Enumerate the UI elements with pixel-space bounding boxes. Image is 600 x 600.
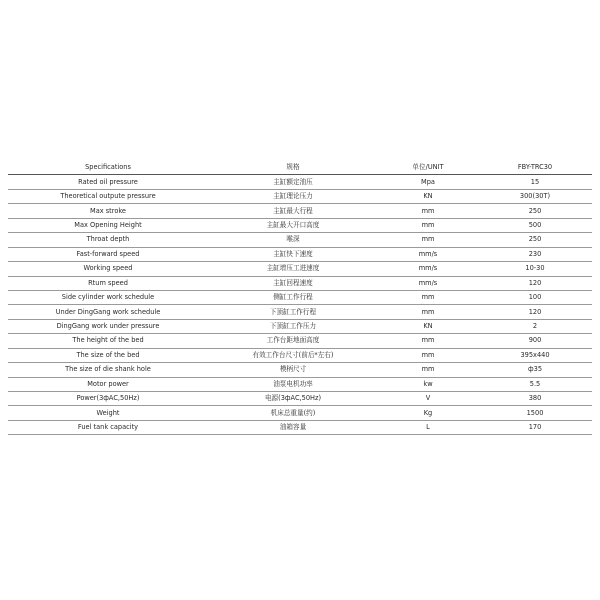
spec-name-cell: Rated oil pressure [8, 175, 208, 189]
value-cell: 300(30T) [478, 189, 592, 203]
table-row [8, 377, 592, 391]
spec-name-cn-cell: 工作台距地面高度 [208, 334, 378, 348]
table-row [8, 204, 592, 218]
spec-name-cn-cell: 机床总重量(约) [208, 406, 378, 420]
unit-cell: Kg [378, 406, 478, 420]
table-row [8, 218, 592, 232]
spec-name-cn-cell: 主缸理论压力 [208, 189, 378, 203]
unit-cell: kw [378, 377, 478, 391]
unit-cell: mm [378, 348, 478, 362]
table-row [8, 305, 592, 319]
value-cell: 120 [478, 276, 592, 290]
table-row [8, 319, 592, 333]
unit-cell: mm [378, 233, 478, 247]
unit-cell: mm [378, 363, 478, 377]
spec-name-cn-cell: 下顶缸工作压力 [208, 319, 378, 333]
unit-cell: mm [378, 305, 478, 319]
value-cell: 900 [478, 334, 592, 348]
spec-name-cell: The height of the bed [8, 334, 208, 348]
spec-name-cell: The size of the bed [8, 348, 208, 362]
unit-cell: mm [378, 290, 478, 304]
table-row [8, 189, 592, 203]
table-row [8, 276, 592, 290]
header-specifications: Specifications [8, 161, 208, 175]
table-header [8, 161, 592, 175]
table-row [8, 334, 592, 348]
value-cell: 380 [478, 392, 592, 406]
value-cell: 5.5 [478, 377, 592, 391]
value-cell: 250 [478, 233, 592, 247]
unit-cell: mm [378, 218, 478, 232]
table-row [8, 290, 592, 304]
spec-name-cn-cell: 有效工作台尺寸(前后*左右) [208, 348, 378, 362]
value-cell: 395x440 [478, 348, 592, 362]
spec-name-cell: Weight [8, 406, 208, 420]
value-cell: 10-30 [478, 262, 592, 276]
spec-name-cell: Power(3фAC,50Hz) [8, 392, 208, 406]
value-cell: 500 [478, 218, 592, 232]
header-specifications-cn: 规格 [208, 161, 378, 175]
spec-name-cell: Fuel tank capacity [8, 420, 208, 434]
table-row [8, 262, 592, 276]
unit-cell: mm [378, 334, 478, 348]
table-row [8, 406, 592, 420]
table-row [8, 392, 592, 406]
unit-cell: mm/s [378, 276, 478, 290]
header-model: FBY-TRC30 [478, 161, 592, 175]
unit-cell: L [378, 420, 478, 434]
unit-cell: mm/s [378, 247, 478, 261]
header-unit: 单位/UNIT [378, 161, 478, 175]
spec-name-cn-cell: 油泵电机功率 [208, 377, 378, 391]
spec-name-cell: Rtum speed [8, 276, 208, 290]
value-cell: 230 [478, 247, 592, 261]
spec-name-cn-cell: 油箱容量 [208, 420, 378, 434]
table-row [8, 363, 592, 377]
spec-name-cell: Working speed [8, 262, 208, 276]
value-cell: 250 [478, 204, 592, 218]
header-row [8, 161, 592, 175]
unit-cell: KN [378, 319, 478, 333]
spec-name-cn-cell: 模柄尺寸 [208, 363, 378, 377]
spec-name-cn-cell: 主缸回程速度 [208, 276, 378, 290]
spec-name-cell: Max Opening Height [8, 218, 208, 232]
value-cell: ф35 [478, 363, 592, 377]
spec-name-cn-cell: 主缸增压工进速度 [208, 262, 378, 276]
value-cell: 2 [478, 319, 592, 333]
spec-name-cell: DingGang work under pressure [8, 319, 208, 333]
unit-cell: mm [378, 204, 478, 218]
table-row [8, 348, 592, 362]
specifications-table [8, 161, 592, 435]
value-cell: 120 [478, 305, 592, 319]
spec-name-cell: Fast-forward speed [8, 247, 208, 261]
value-cell: 15 [478, 175, 592, 189]
spec-name-cn-cell: 主缸额定油压 [208, 175, 378, 189]
table-row [8, 247, 592, 261]
spec-name-cell: Motor power [8, 377, 208, 391]
table-body [8, 175, 592, 435]
spec-name-cell: Throat depth [8, 233, 208, 247]
table-row [8, 420, 592, 434]
spec-name-cell: The size of die shank hole [8, 363, 208, 377]
spec-name-cn-cell: 主缸最大开口高度 [208, 218, 378, 232]
value-cell: 1500 [478, 406, 592, 420]
table-row [8, 175, 592, 189]
unit-cell: KN [378, 189, 478, 203]
unit-cell: Mpa [378, 175, 478, 189]
spec-name-cn-cell: 主缸快下速度 [208, 247, 378, 261]
spec-name-cell: Under DingGang work schedule [8, 305, 208, 319]
spec-name-cn-cell: 喉深 [208, 233, 378, 247]
spec-name-cn-cell: 电源(3фAC,50Hz) [208, 392, 378, 406]
value-cell: 100 [478, 290, 592, 304]
spec-name-cell: Max stroke [8, 204, 208, 218]
spec-name-cn-cell: 主缸最大行程 [208, 204, 378, 218]
value-cell: 170 [478, 420, 592, 434]
spec-name-cell: Theoretical outpute pressure [8, 189, 208, 203]
unit-cell: V [378, 392, 478, 406]
spec-name-cn-cell: 下顶缸工作行程 [208, 305, 378, 319]
spec-name-cell: Side cylinder work schedule [8, 290, 208, 304]
table-row [8, 233, 592, 247]
spec-name-cn-cell: 侧缸工作行程 [208, 290, 378, 304]
unit-cell: mm/s [378, 262, 478, 276]
